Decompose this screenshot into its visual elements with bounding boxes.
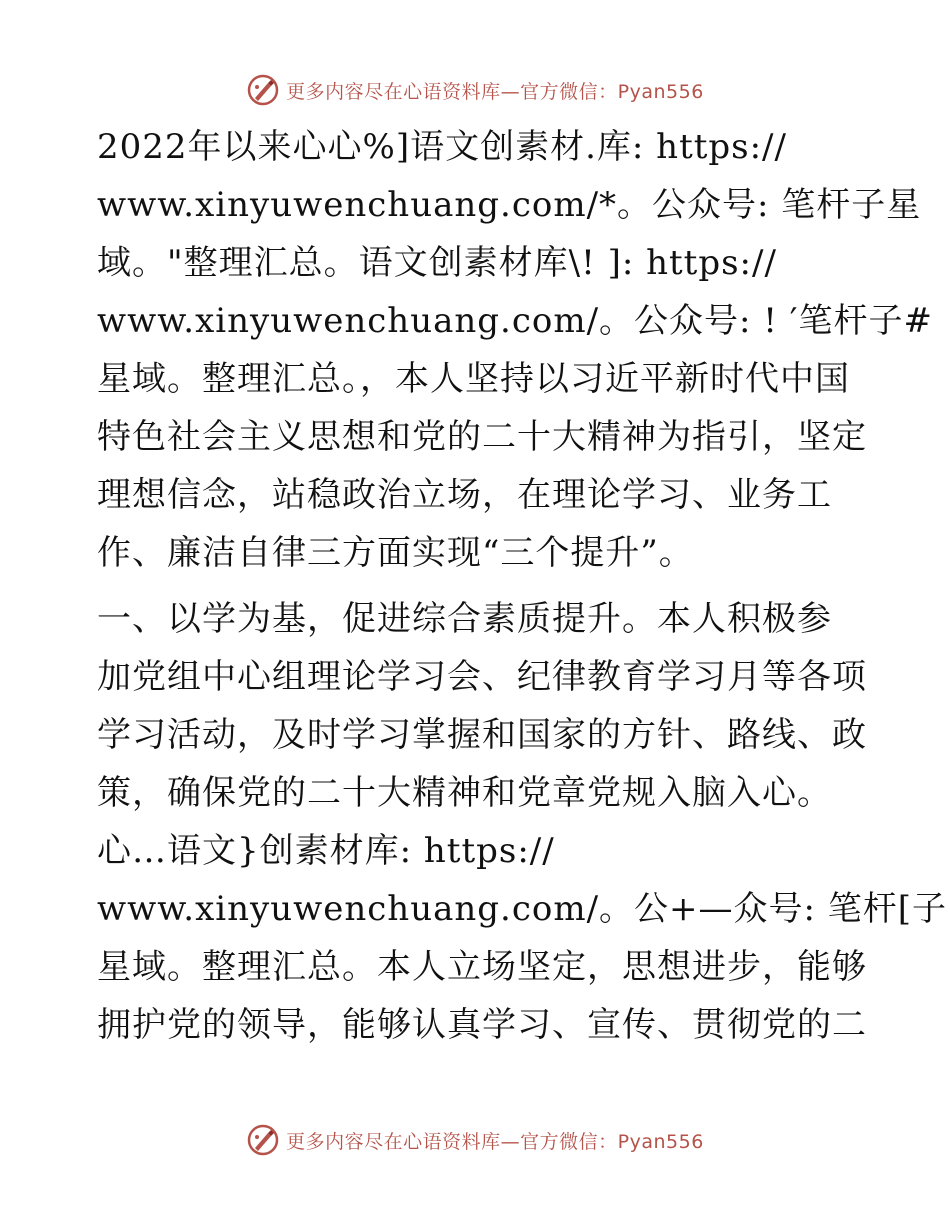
text-line: 心…语文}创素材库: https:// bbox=[97, 831, 555, 871]
text-line: 策，确保党的二十大精神和党章党规入脑入心。 bbox=[97, 773, 832, 813]
text-line: www.xinyuwenchuang.com/*。公众号: 笔杆子星 bbox=[97, 185, 922, 225]
text-line: 一、以学为基，促进综合素质提升。本人积极参 bbox=[97, 599, 832, 639]
text-line: 拥护党的领导，能够认真学习、宣传、贯彻党的二 bbox=[97, 1005, 867, 1045]
text-line: 特色社会主义思想和党的二十大精神为指引，坚定 bbox=[97, 417, 867, 457]
text-line: 学习活动，及时学习掌握和国家的方针、路线、政 bbox=[97, 715, 867, 755]
paragraph-2 bbox=[97, 590, 948, 1054]
text-line: 理想信念，站稳政治立场，在理论学习、业务工 bbox=[97, 475, 832, 515]
text-line: 星域。整理汇总。，本人坚持以习近平新时代中国 bbox=[97, 359, 850, 399]
footer-banner bbox=[0, 1120, 950, 1160]
text-line: 加党组中心组理论学习会、纪律教育学习月等各项 bbox=[97, 657, 867, 697]
text-line: 域。"整理汇总。语文创素材库\! ]: https:// bbox=[97, 243, 777, 283]
text-line: 作、廉洁自律三方面实现“三个提升”。 bbox=[97, 533, 694, 573]
text-line: 2022年以来心心%]语文创素材.库: https:// bbox=[97, 127, 787, 167]
paragraph-1 bbox=[97, 118, 933, 582]
pen-logo-icon bbox=[246, 1123, 280, 1157]
text-line: 星域。整理汇总。本人立场坚定，思想进步，能够 bbox=[97, 947, 867, 987]
header-banner bbox=[0, 70, 950, 110]
document-body bbox=[97, 118, 948, 1054]
footer-banner-text: 更多内容尽在心语资料库—官方微信：Pyan556 bbox=[286, 1130, 704, 1153]
text-line: www.xinyuwenchuang.com/。公+—众号: 笔杆[子 bbox=[97, 889, 948, 929]
paragraph-gap bbox=[97, 582, 857, 590]
header-banner-text: 更多内容尽在心语资料库—官方微信：Pyan556 bbox=[286, 80, 704, 103]
text-line: www.xinyuwenchuang.com/。公众号: ! ′笔杆子# bbox=[97, 301, 933, 341]
pen-logo-icon bbox=[246, 73, 280, 107]
